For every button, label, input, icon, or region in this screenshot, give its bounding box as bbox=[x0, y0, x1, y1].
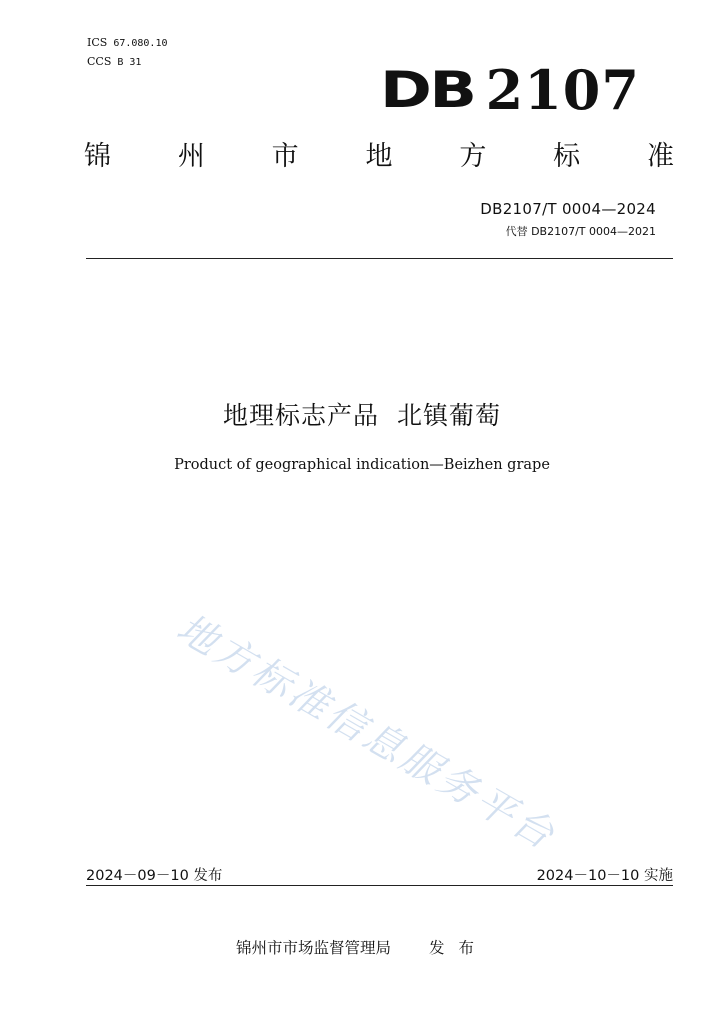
ccs-label: CCS bbox=[87, 55, 112, 68]
standard-type-char: 方 bbox=[459, 141, 487, 172]
document-title-en: Product of geographical indication—Beizhen grape bbox=[174, 457, 550, 473]
issuer-line bbox=[0, 936, 724, 958]
watermark: 地方标准信息服务平台 bbox=[169, 605, 564, 860]
document-title-cn: 地理标志产品 北镇葡萄 bbox=[223, 401, 501, 430]
standard-type-char: 准 bbox=[646, 141, 674, 172]
db-logo bbox=[380, 58, 640, 122]
ics-code bbox=[87, 36, 168, 51]
standard-type-title bbox=[84, 140, 674, 174]
implement-date: 2024－10－10 实施 bbox=[536, 868, 673, 884]
standard-type-char: 州 bbox=[177, 141, 205, 172]
standard-type-char: 地 bbox=[365, 141, 393, 172]
publish-date: 2024－09－10 发布 bbox=[86, 868, 223, 884]
standard-type-char: 市 bbox=[271, 141, 299, 172]
top-divider bbox=[86, 258, 673, 259]
standard-type-char: 标 bbox=[553, 141, 581, 172]
ics-label: ICS bbox=[87, 36, 108, 49]
bottom-divider bbox=[86, 885, 673, 886]
issuing-authority: 锦州市市场监督管理局 bbox=[235, 939, 391, 957]
ics-value: 67.080.10 bbox=[113, 38, 168, 49]
db-logo-number: 2107 bbox=[485, 58, 640, 122]
ccs-value: B 31 bbox=[117, 57, 142, 68]
replaces-note: 代替 DB2107/T 0004—2021 bbox=[505, 225, 656, 238]
db-logo-prefix: DB bbox=[380, 61, 475, 119]
issue-action: 发布 bbox=[429, 939, 489, 957]
date-row bbox=[86, 864, 673, 885]
standard-number: DB2107/T 0004—2024 bbox=[480, 200, 656, 218]
standard-type-char: 锦 bbox=[84, 141, 111, 172]
ccs-code bbox=[87, 55, 141, 70]
